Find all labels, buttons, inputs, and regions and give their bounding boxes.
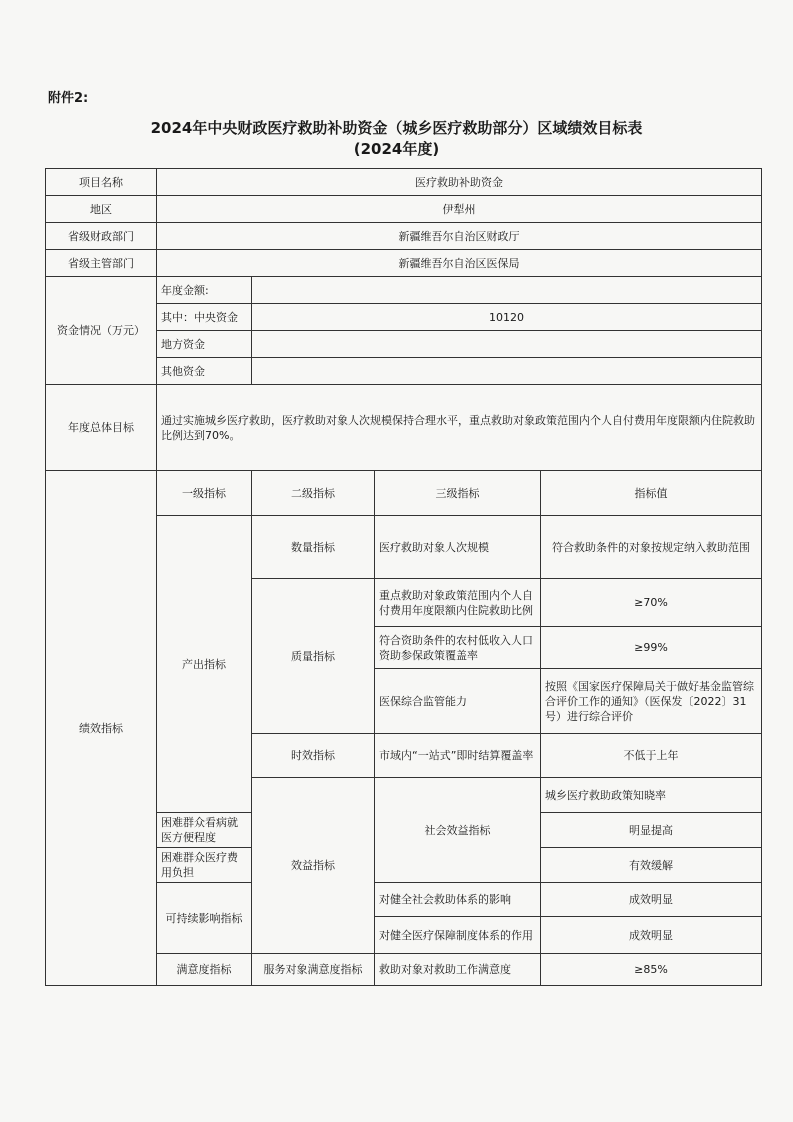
sustain-item-value: 成效明显 [541, 883, 762, 917]
central-funds-label: 其中：中央资金 [157, 304, 252, 331]
timeliness-value: 不低于上年 [541, 734, 762, 778]
table-row [46, 385, 762, 471]
table-row [46, 169, 762, 196]
social-benefit-label: 社会效益指标 [375, 778, 541, 883]
project-name-value: 医疗救助补助资金 [157, 169, 762, 196]
mgmt-dept-value: 新疆维吾尔自治区医保局 [157, 250, 762, 277]
sustain-item-name: 对健全社会救助体系的影响 [375, 883, 541, 917]
annual-amount-value [252, 277, 762, 304]
quality-item-value: 按照《国家医疗保障局关于做好基金监管综合评价工作的通知》（医保发〔2022〕31号）进行综合评价 [541, 669, 762, 734]
output-indicator-label: 产出指标 [157, 516, 252, 813]
quantity-item: 医疗救助对象人次规模 [375, 516, 541, 579]
title-line-2: (2024年度) [353, 140, 440, 158]
satisfaction-item: 救助对象对救助工作满意度 [375, 954, 541, 986]
social-item-name: 困难群众看病就医方便程度 [157, 813, 252, 848]
quality-item-name: 重点救助对象政策范围内个人自付费用年度限额内住院救助比例 [375, 579, 541, 627]
performance-target-table [45, 168, 762, 986]
social-item-name: 城乡医疗救助政策知晓率 [541, 778, 762, 813]
quality-item-value: ≥70% [541, 579, 762, 627]
table-row [46, 250, 762, 277]
quality-indicator-label: 质量指标 [252, 579, 375, 734]
header-level3: 三级指标 [375, 471, 541, 516]
finance-dept-label: 省级财政部门 [46, 223, 157, 250]
satisfaction-label: 满意度指标 [157, 954, 252, 986]
document-title [0, 118, 793, 160]
annual-amount-label: 年度金额: [157, 277, 252, 304]
sustain-item-name: 对健全医疗保障制度体系的作用 [375, 917, 541, 954]
annual-goal-text: 通过实施城乡医疗救助，医疗救助对象人次规模保持合理水平，重点救助对象政策范围内个人自付费用年度限额内住院救助比例达到70%。 [157, 385, 762, 471]
local-funds-label: 地方资金 [157, 331, 252, 358]
region-value: 伊犁州 [157, 196, 762, 223]
table-row [46, 471, 762, 516]
attachment-label: 附件2: [48, 91, 89, 106]
annual-goal-label: 年度总体目标 [46, 385, 157, 471]
other-funds-value [252, 358, 762, 385]
central-funds-value: 10120 [252, 304, 762, 331]
local-funds-value [252, 331, 762, 358]
benefit-indicator-label: 效益指标 [252, 778, 375, 954]
table-row [46, 277, 762, 304]
timeliness-indicator-label: 时效指标 [252, 734, 375, 778]
quality-item-name: 符合资助条件的农村低收入人口资助参保政策覆盖率 [375, 627, 541, 669]
other-funds-label: 其他资金 [157, 358, 252, 385]
satisfaction-sub-label: 服务对象满意度指标 [252, 954, 375, 986]
region-label: 地区 [46, 196, 157, 223]
header-level2: 二级指标 [252, 471, 375, 516]
quality-item-value: ≥99% [541, 627, 762, 669]
header-value: 指标值 [541, 471, 762, 516]
title-line-1: 2024年中央财政医疗救助补助资金（城乡医疗救助部分）区域绩效目标表 [150, 119, 643, 137]
social-item-value: 明显提高 [541, 813, 762, 848]
table-row [46, 196, 762, 223]
mgmt-dept-label: 省级主管部门 [46, 250, 157, 277]
sustain-item-value: 成效明显 [541, 917, 762, 954]
indicators-label: 绩效指标 [46, 471, 157, 986]
finance-dept-value: 新疆维吾尔自治区财政厅 [157, 223, 762, 250]
header-level1: 一级指标 [157, 471, 252, 516]
social-item-value: 有效缓解 [541, 848, 762, 883]
funds-label: 资金情况（万元） [46, 277, 157, 385]
sustainability-label: 可持续影响指标 [157, 883, 252, 954]
social-item-name: 困难群众医疗费用负担 [157, 848, 252, 883]
quantity-indicator-label: 数量指标 [252, 516, 375, 579]
quality-item-name: 医保综合监管能力 [375, 669, 541, 734]
project-name-label: 项目名称 [46, 169, 157, 196]
table-row [46, 223, 762, 250]
satisfaction-value: ≥85% [541, 954, 762, 986]
timeliness-item: 市域内“一站式”即时结算覆盖率 [375, 734, 541, 778]
quantity-value: 符合救助条件的对象按规定纳入救助范围 [541, 516, 762, 579]
